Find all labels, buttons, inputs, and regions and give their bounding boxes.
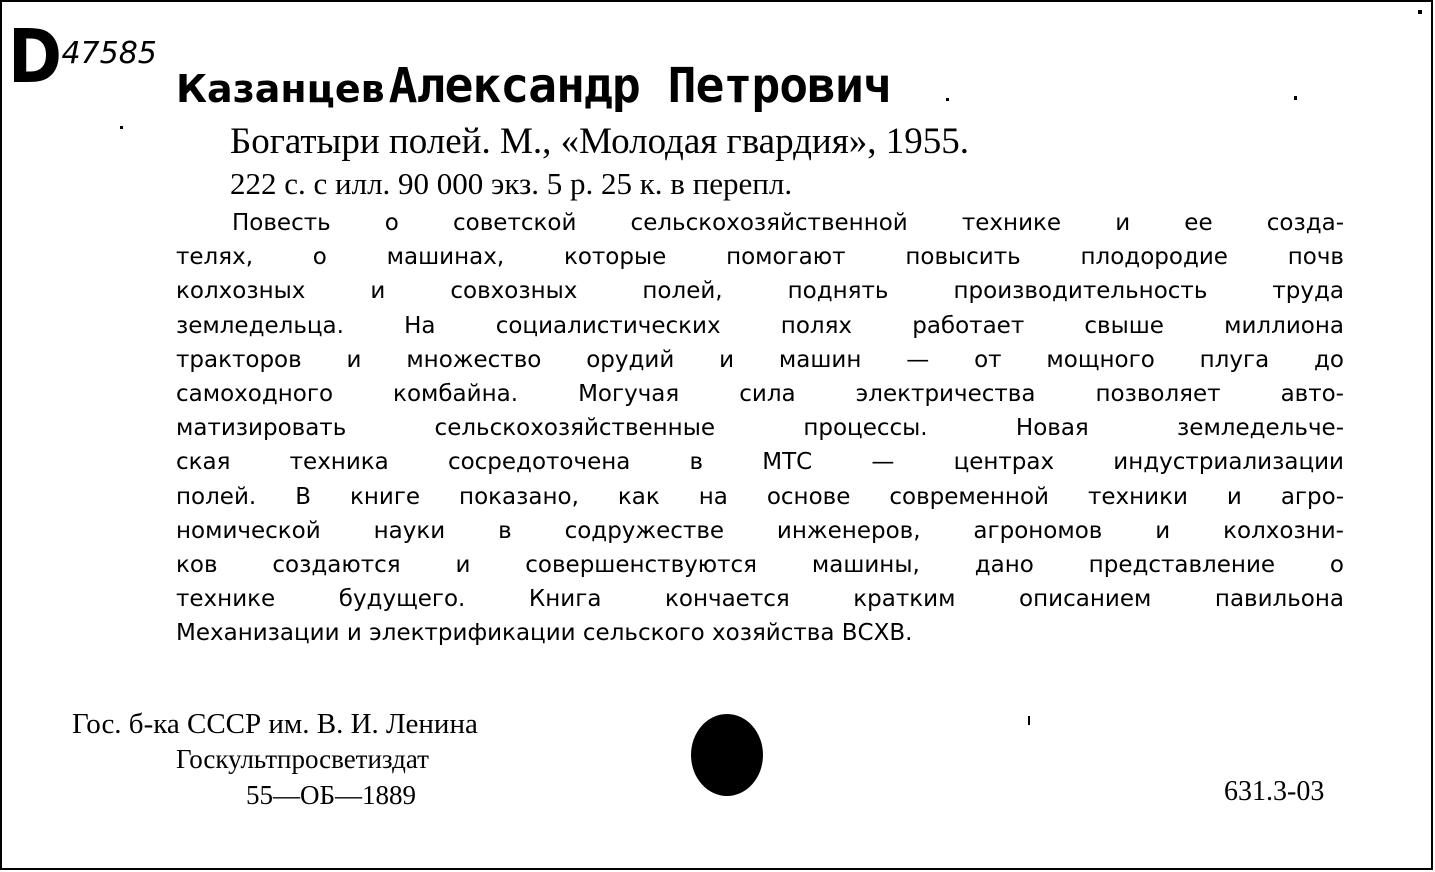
punch-hole bbox=[691, 714, 763, 796]
inventory-number: 47585 bbox=[61, 36, 157, 71]
ink-speck bbox=[1028, 716, 1030, 725]
inventory-letter: D bbox=[8, 14, 61, 100]
inventory-mark bbox=[8, 14, 157, 100]
annotation-line: ков создаются и совершенствуются машины, дано представление о bbox=[176, 551, 1344, 578]
ink-speck bbox=[946, 98, 949, 101]
annotation-line: телях, о машинах, которые помогают повысить плодородие почв bbox=[176, 244, 1344, 271]
annotation-line: земледельца. На социалистических полях работает свыше миллиона bbox=[176, 312, 1344, 339]
publisher-imprint: Госкультпросветиздат bbox=[176, 744, 429, 774]
library-imprint: Гос. б-ка СССР им. В. И. Ленина bbox=[72, 708, 478, 740]
annotation-line: Повесть о советской сельскохозяйственной технике и ее созда- bbox=[232, 210, 1344, 236]
annotation-line: колхозных и совхозных полей, поднять производительность труда bbox=[176, 278, 1344, 305]
order-number: 55—ОБ—1889 bbox=[246, 780, 417, 810]
annotation-line: матизировать сельскохозяйственные процессы. Новая земледельче- bbox=[176, 415, 1344, 442]
collation: 222 с. с илл. 90 000 экз. 5 р. 25 к. в перепл. bbox=[230, 166, 793, 201]
annotation-line: ская техника сосредоточена в МТС — центрах индустриализации bbox=[176, 449, 1344, 476]
annotation-line: тракторов и множество орудий и машин — от мощного плуга до bbox=[176, 346, 1344, 373]
annotation-line: технике будущего. Книга кончается кратким описанием павильона bbox=[176, 586, 1344, 613]
classification-code: 631.3-03 bbox=[1224, 776, 1325, 807]
annotation-line: номической науки в содружестве инженеров, агрономов и колхозни- bbox=[176, 517, 1344, 544]
annotation-line: самоходного комбайна. Могучая сила электричества позволяет авто- bbox=[176, 380, 1344, 407]
annotation bbox=[176, 206, 1344, 650]
author-surname: Казанцев bbox=[176, 67, 385, 111]
author-given-name: Александр Петрович bbox=[388, 58, 891, 114]
ink-speck bbox=[120, 126, 123, 129]
ink-speck bbox=[1418, 10, 1422, 14]
annotation-line: полей. В книге показано, как на основе современной техники и агро- bbox=[176, 483, 1344, 510]
author-heading bbox=[176, 58, 891, 114]
ink-speck bbox=[1294, 96, 1297, 100]
book-title: Богатыри полей. М., «Молодая гвардия», 1955. bbox=[230, 121, 970, 162]
annotation-line: Механизации и электрификации сельского хозяйства ВСХВ. bbox=[176, 620, 913, 647]
